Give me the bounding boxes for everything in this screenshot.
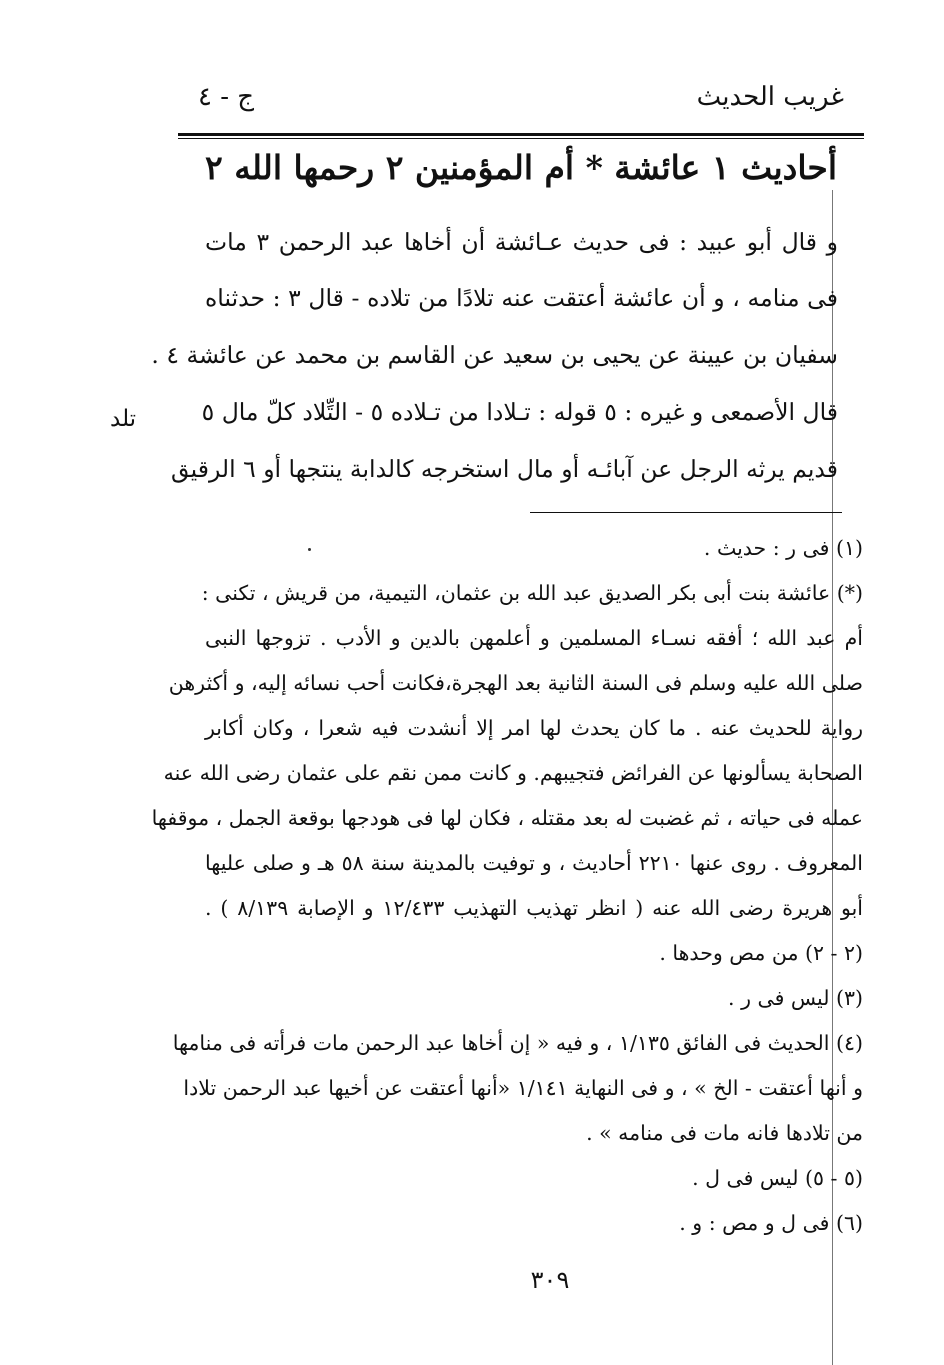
- section-title: أحاديث ١ عائشة * أم المؤمنين ٢ رحمها الله ٢: [204, 148, 838, 187]
- body-line: قديم يرثه الرجل عن آبائـه أو مال استخرجه كالدابة ينتجها أو ٦ الرقيق: [171, 455, 838, 483]
- running-head-title: غريب الحديث: [696, 82, 844, 112]
- body-line: سفيان بن عيينة عن يحيى بن سعيد عن القاسم بن محمد عن عائشة ٤ .: [151, 341, 838, 369]
- footnote-line: (١) فى ر : حديث .: [703, 536, 863, 560]
- running-head-volume: ج - ٤: [198, 82, 255, 112]
- header-rule-thin: [178, 138, 864, 139]
- margin-note: تلد: [110, 406, 137, 432]
- body-line: قال الأصمعى و غيره : ٥ قوله : تـلادا من تـلاده ٥ - التِّلاد كلّ مال ٥: [201, 398, 838, 426]
- footnote-line: المعروف . روى عنها ٢٢١٠ أحاديث ، و توفيت بالمدينة سنة ٥٨ هـ و صلى عليها: [205, 851, 863, 875]
- footnote-line: (٢ - ٢) من مص وحدها .: [659, 941, 863, 965]
- footnote-line: و أنها أعتقت - الخ » ، و فى النهاية ١/١٤١ «أنها أعتقت عن أخيها عبد الرحمن تلادا: [183, 1076, 863, 1100]
- body-line: فى منامه ، و أن عائشة أعتقت عنه تلادًا من تلاده - قال ٣ : حدثناه: [205, 284, 838, 312]
- footnote-line: الصحابة يسألونها عن الفرائض فتجيبهم. و كانت ممن نقم على عثمان رضى الله عنه: [163, 761, 863, 785]
- footnote-line: (*) عائشة بنت أبى بكر الصديق عبد الله بن عثمان، التيمية، من قريش ، تكنى :: [201, 581, 863, 605]
- footnote-line: أبو هريرة رضى الله عنه ( انظر تهذيب التهذيب ١٢/٤٣٣ و الإصابة ٨/١٣٩ ) .: [205, 896, 864, 920]
- footnote-line: عمله فى حياته ، ثم غضبت له بعد مقتله ، فكان لها فى هودجها بوقعة الجمل ، موقفها: [151, 806, 863, 830]
- body-line: و قال أبو عبيد : فى حديث عـائشة أن أخاها عبد الرحمن ٣ مات: [205, 228, 838, 256]
- footnote-line: من تلادها فانه مات فى منامه » .: [586, 1121, 863, 1145]
- page-number: ٣٠٩: [530, 1266, 570, 1294]
- footnote-line: (٤) الحديث فى الفائق ١/١٣٥ ، و فيه « إن أخاها عبد الرحمن مات فرأته فى منامها: [172, 1031, 863, 1055]
- header-rule: [178, 133, 864, 136]
- footnote-separator: [530, 512, 842, 513]
- footnote-line: (٥ - ٥) ليس فى ل .: [692, 1166, 863, 1190]
- footnote-line: (٦) فى ل و مص : و .: [679, 1211, 863, 1235]
- footnote-line: صلى الله عليه وسلم فى السنة الثانية بعد الهجرة،فكانت أحب نسائه إليه، و أكثرهن: [168, 671, 863, 695]
- footnote-line: أم عبد الله ؛ أفقه نسـاء المسلمين و أعلمهن بالدين و الأدب . تزوجها النبى: [205, 626, 863, 650]
- footnote-line: رواية للحديث عنه . ما كان يحدث لها امر إلا أنشدت فيه شعرا ، وكان أكابر: [205, 716, 863, 740]
- footnote-line: (٣) ليس فى ر .: [728, 986, 863, 1010]
